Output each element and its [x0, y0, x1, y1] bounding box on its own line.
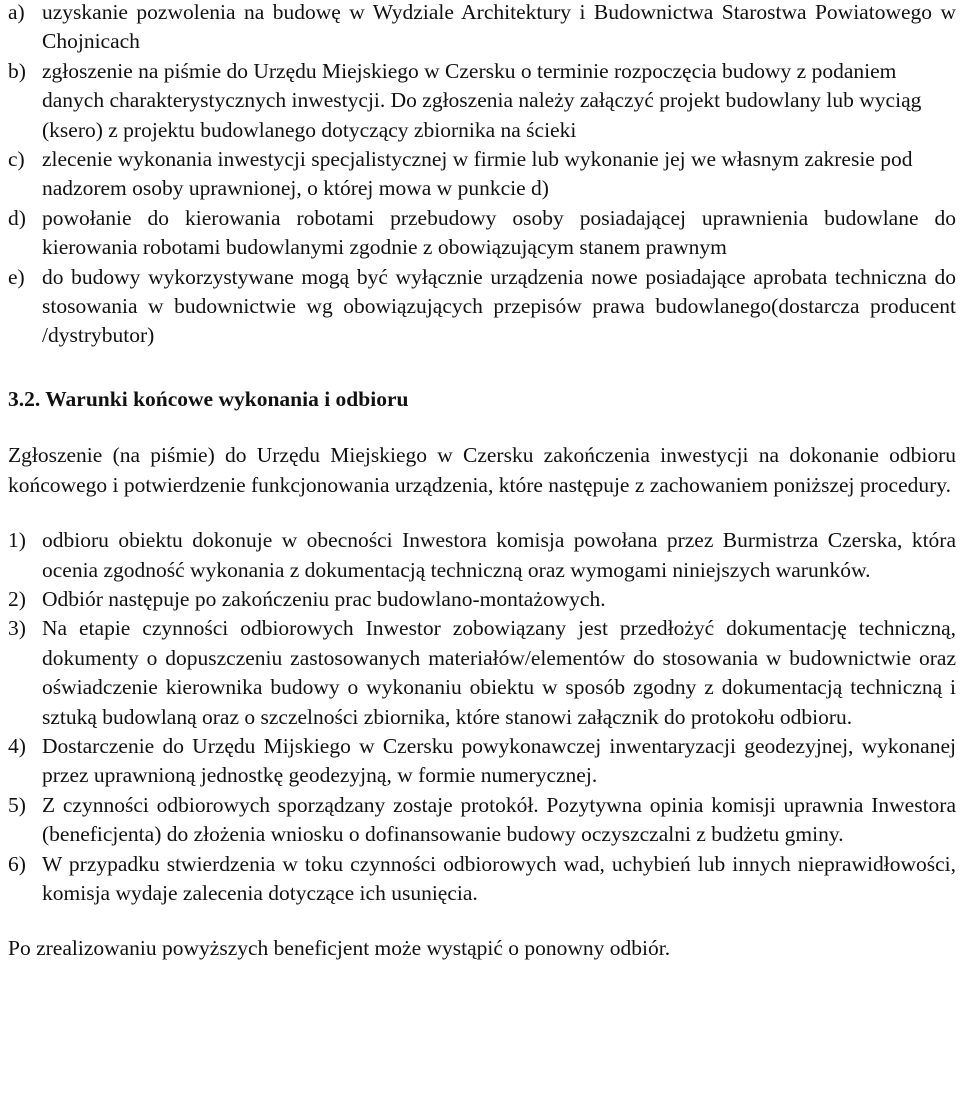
- list-marker: 4): [8, 733, 26, 758]
- list-item: [8, 614, 956, 732]
- list-item-text: Na etapie czynności odbiorowych Inwestor zobowiązany jest przedłożyć dokumentację techniczną, dokumenty o dopuszczeniu zastosowanych materiałów/elementów do stosowania w budownictwie oraz oświadczenie kierownika budowy o wykonaniu obiektu w sposób zgodny z dokumentacją techniczną i sztuką budowlaną oraz o szczelności zbiornika, które stanowi załącznik do protokołu odbioru.: [42, 616, 956, 729]
- list-item-text: zgłoszenie na piśmie do Urzędu Miejskiego w Czersku o terminie rozpoczęcia budowy z podaniem danych charakterystycznych inwestycji. Do zgłoszenia należy załączyć projekt budowlany lub wyciąg (ksero) z projektu budowlanego dotyczący zbiornika na ścieki: [42, 58, 922, 142]
- list-item-text: Dostarczenie do Urzędu Mijskiego w Czersku powykonawczej inwentaryzacji geodezyjnej, wykonanej przez uprawnioną jednostkę geodezyjną, w formie numerycznej.: [42, 733, 956, 788]
- list-item-text: powołanie do kierowania robotami przebudowy osoby posiadającej uprawnienia budowlane do kierowania robotami budowlanymi zgodnie z obowiązującym stanem prawnym: [42, 205, 956, 260]
- section-intro-paragraph: Zgłoszenie (na piśmie) do Urzędu Miejskiego w Czersku zakończenia inwestycji na dokonanie odbioru końcowego i potwierdzenie funkcjonowania urządzenia, które następuje z zachowaniem poniższej procedury.: [8, 443, 956, 497]
- list-item-text: uzyskanie pozwolenia na budowę w Wydziale Architektury i Budownictwa Starostwa Powiatowego w Chojnicach: [42, 0, 956, 54]
- numbered-list: [8, 526, 956, 908]
- list-item: [8, 57, 956, 145]
- list-item-text: Odbiór następuje po zakończeniu prac budowlano-montażowych.: [42, 586, 606, 611]
- list-item-text: zlecenie wykonania inwestycji specjalistycznej w firmie lub wykonanie jej we własnym zakresie pod nadzorem osoby uprawnionej, o której mowa w punkcie d): [42, 147, 913, 201]
- list-marker: 5): [8, 792, 26, 817]
- list-item: [8, 145, 956, 204]
- list-item-text: odbioru obiektu dokonuje w obecności Inwestora komisja powołana przez Burmistrza Czerska, która ocenia zgodność wykonania z dokumentacją techniczną oraz wymogami niniejszych warunków.: [42, 528, 956, 582]
- list-item-text: do budowy wykorzystywane mogą być wyłącznie urządzenia nowe posiadające aprobata techniczna do stosowania w budownictwie wg obowiązujących przepisów prawa budowlanego(dostarcza producent /dystrybutor): [42, 264, 956, 348]
- list-marker: a): [8, 0, 25, 24]
- document-page: [8, 0, 956, 964]
- list-item-text: W przypadku stwierdzenia w toku czynności odbiorowych wad, uchybień lub innych nieprawidłowości, komisja wydaje zalecenia dotyczące ich usunięcia.: [42, 851, 956, 905]
- list-marker: 1): [8, 528, 26, 553]
- list-item: [8, 585, 956, 614]
- letter-list: [8, 0, 956, 351]
- list-item: [8, 791, 956, 850]
- list-marker: e): [8, 264, 25, 289]
- section-heading: 3.2. Warunki końcowe wykonania i odbioru: [8, 386, 409, 411]
- list-item: [8, 263, 956, 351]
- list-marker: 3): [8, 616, 26, 641]
- list-item: [8, 0, 956, 57]
- list-item: [8, 204, 956, 263]
- list-item: [8, 732, 956, 791]
- list-marker: b): [8, 58, 26, 83]
- list-marker: d): [8, 205, 26, 230]
- list-item-text: Z czynności odbiorowych sporządzany zostaje protokół. Pozytywna opinia komisji uprawnia Inwestora (beneficjenta) do złożenia wniosku o dofinansowanie budowy oczyszczalni z budżetu gminy.: [42, 792, 956, 847]
- list-marker: c): [8, 147, 25, 172]
- list-marker: 6): [8, 851, 26, 876]
- list-item: [8, 526, 956, 585]
- closing-paragraph: Po zrealizowaniu powyższych beneficjent może wystąpić o ponowny odbiór.: [8, 936, 671, 961]
- list-marker: 2): [8, 586, 26, 611]
- list-item: [8, 850, 956, 909]
